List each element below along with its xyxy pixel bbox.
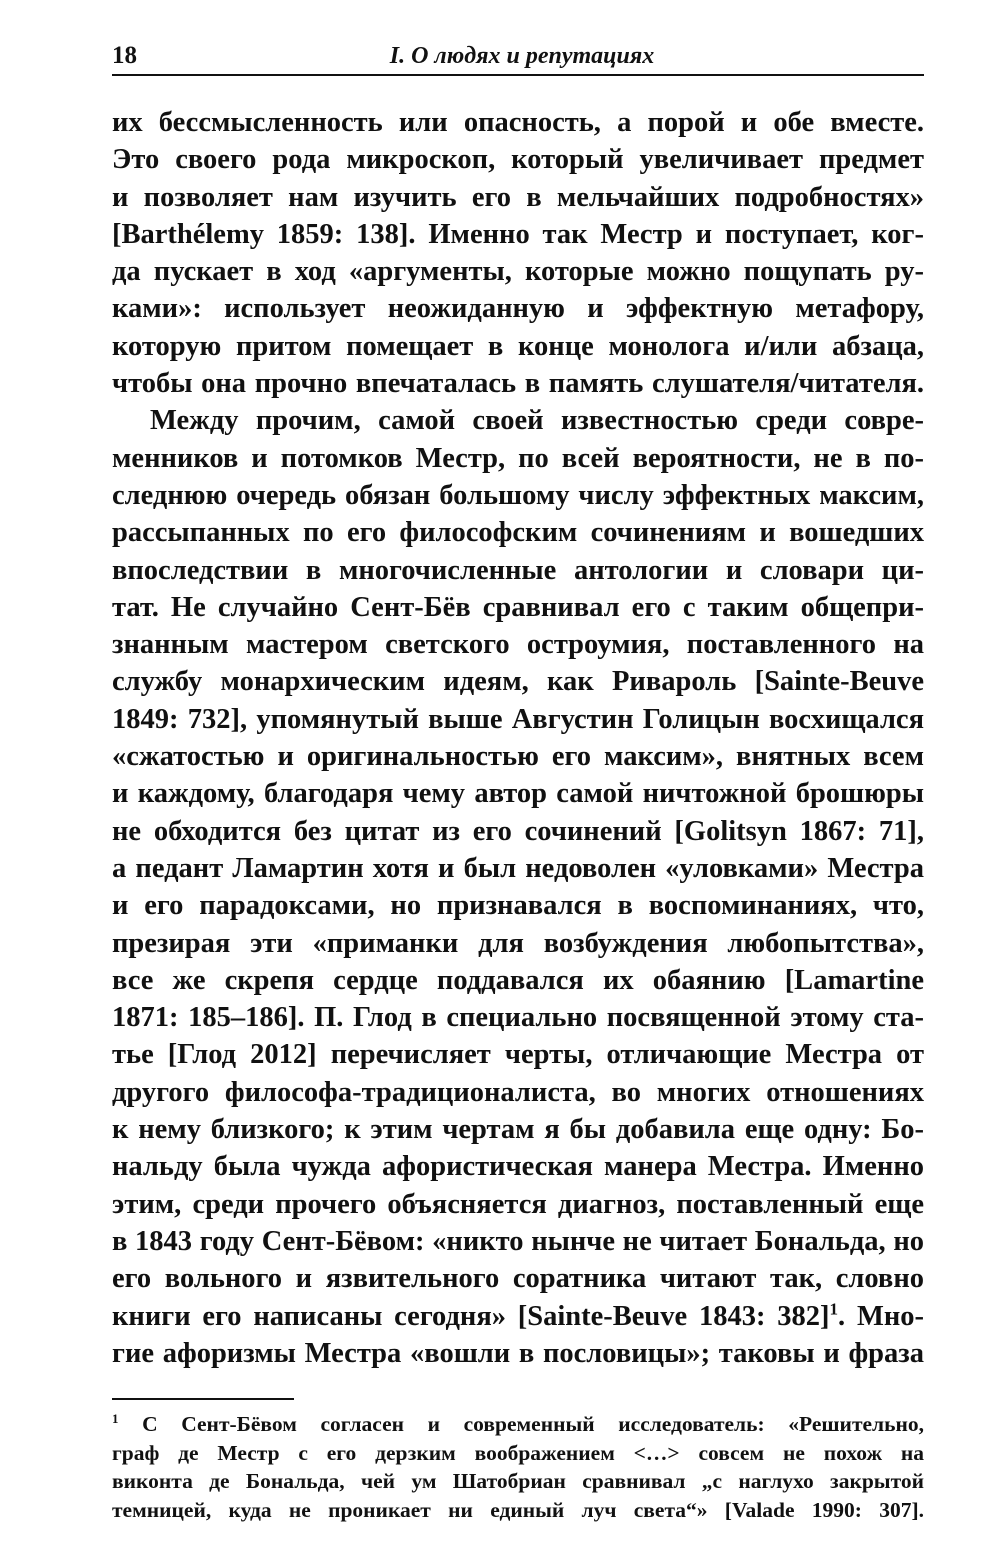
text-line: менников и потомков Местр, по всей вероятности, не в по- bbox=[112, 442, 924, 474]
text-line: ками»: использует неожиданную и эффектную метафору, bbox=[112, 293, 924, 325]
text-line: а педант Ламартин хотя и был недоволен «уловками» Местра bbox=[112, 852, 924, 884]
text-line: к нему близкого; к этим чертам я бы добавила еще одну: Бо- bbox=[112, 1114, 924, 1146]
footnote-mark: 1 bbox=[112, 1411, 119, 1426]
footnote-divider bbox=[112, 1398, 294, 1400]
text-line: не обходится без цитат из его сочинений [Golitsyn 1867: 71], bbox=[112, 815, 924, 847]
text-line: знанным мастером светского остроумия, поставленного на bbox=[112, 629, 924, 661]
running-head: I. О людях и репутациях bbox=[389, 43, 655, 69]
text-line: 1871: 185–186]. П. Глод в специально посвященной этому ста- bbox=[112, 1002, 924, 1034]
text-line: Это своего рода микроскоп, который увеличивает предмет bbox=[112, 144, 924, 176]
text-line: и каждому, благодаря чему автор самой ничтожной брошюры bbox=[112, 778, 924, 810]
footnote-line bbox=[112, 1410, 924, 1439]
footnote-reference[interactable]: 1 bbox=[829, 1299, 839, 1318]
main-text bbox=[112, 104, 924, 1372]
text-segment: . Мно- bbox=[838, 1300, 925, 1332]
footnote-text: С Сент-Бёвом согласен и современный исследователь: «Решительно, bbox=[142, 1412, 924, 1436]
footnotes bbox=[112, 1410, 924, 1524]
text-line: в 1843 году Сент-Бёвом: «никто нынче не читает Бональда, но bbox=[112, 1225, 924, 1257]
text-line: следнюю очередь обязан большому числу эффектных максим, bbox=[112, 479, 924, 511]
text-line: тье [Глод 2012] перечисляет черты, отличающие Местра от bbox=[112, 1039, 924, 1071]
text-line: да пускает в ход «аргументы, которые можно пощупать ру- bbox=[112, 256, 924, 288]
footnote-line: темницей, куда не проникает ни единый луч света“» [Valade 1990: 307]. bbox=[112, 1497, 924, 1522]
text-line: которую притом помещает в конце монолога и/или абзаца, bbox=[112, 330, 924, 362]
footnote-line: виконта де Бональда, чей ум Шатобриан сравнивал „с наглухо закрытой bbox=[112, 1469, 924, 1493]
text-line-with-note bbox=[112, 1298, 924, 1335]
text-line: нальду была чужда афористическая манера Местра. Именно bbox=[112, 1151, 924, 1183]
text-line: и позволяет нам изучить его в мельчайших подробностях» bbox=[112, 181, 924, 213]
text-line: все же скрепя сердце поддавался их обаянию [Lamartine bbox=[112, 964, 924, 996]
text-line: впоследствии в многочисленные антологии и словари ци- bbox=[112, 554, 924, 586]
text-line: его вольного и язвительного соратника читают так, словно bbox=[112, 1263, 924, 1295]
footnote-line: граф де Местр с его дерзким воображением <…> совсем не похож на bbox=[112, 1440, 924, 1465]
text-line: Между прочим, самой своей известностью среди совре- bbox=[150, 405, 924, 437]
text-line: чтобы она прочно впечаталась в память слушателя/читателя. bbox=[112, 368, 924, 400]
text-line: другого философа-традиционалиста, во многих отношениях bbox=[112, 1076, 924, 1108]
page-number: 18 bbox=[112, 42, 137, 69]
text-line: и его парадоксами, но признавался в воспоминаниях, что, bbox=[112, 890, 924, 922]
text-line: службу монархическим идеям, как Ривароль [Sainte-Beuve bbox=[112, 666, 924, 698]
text-line: их бессмысленность или опасность, а порой и обе вместе. bbox=[112, 107, 924, 138]
text-line: 1849: 732], упомянутый выше Августин Голицын восхищался bbox=[112, 703, 924, 735]
text-line: тат. Не случайно Сент-Бёв сравнивал его с таким общепри- bbox=[112, 591, 924, 623]
text-line: «сжатостью и оригинальностью его максим», внятных всем bbox=[112, 741, 924, 773]
text-line: рассыпанных по его философским сочинениям и вошедших bbox=[112, 517, 924, 549]
text-line: презирая эти «приманки для возбуждения любопытства», bbox=[112, 927, 924, 959]
text-segment: книги его написаны сегодня» [Sainte-Beuve 1843: 382] bbox=[112, 1300, 830, 1332]
text-line: [Barthélemy 1859: 138]. Именно так Местр и поступает, ког- bbox=[112, 218, 924, 250]
page-header bbox=[112, 40, 924, 76]
text-line: гие афоризмы Местра «вошли в пословицы»; таковы и фраза bbox=[112, 1337, 924, 1369]
text-line: этим, среди прочего объясняется диагноз, поставленный еще bbox=[112, 1188, 924, 1220]
